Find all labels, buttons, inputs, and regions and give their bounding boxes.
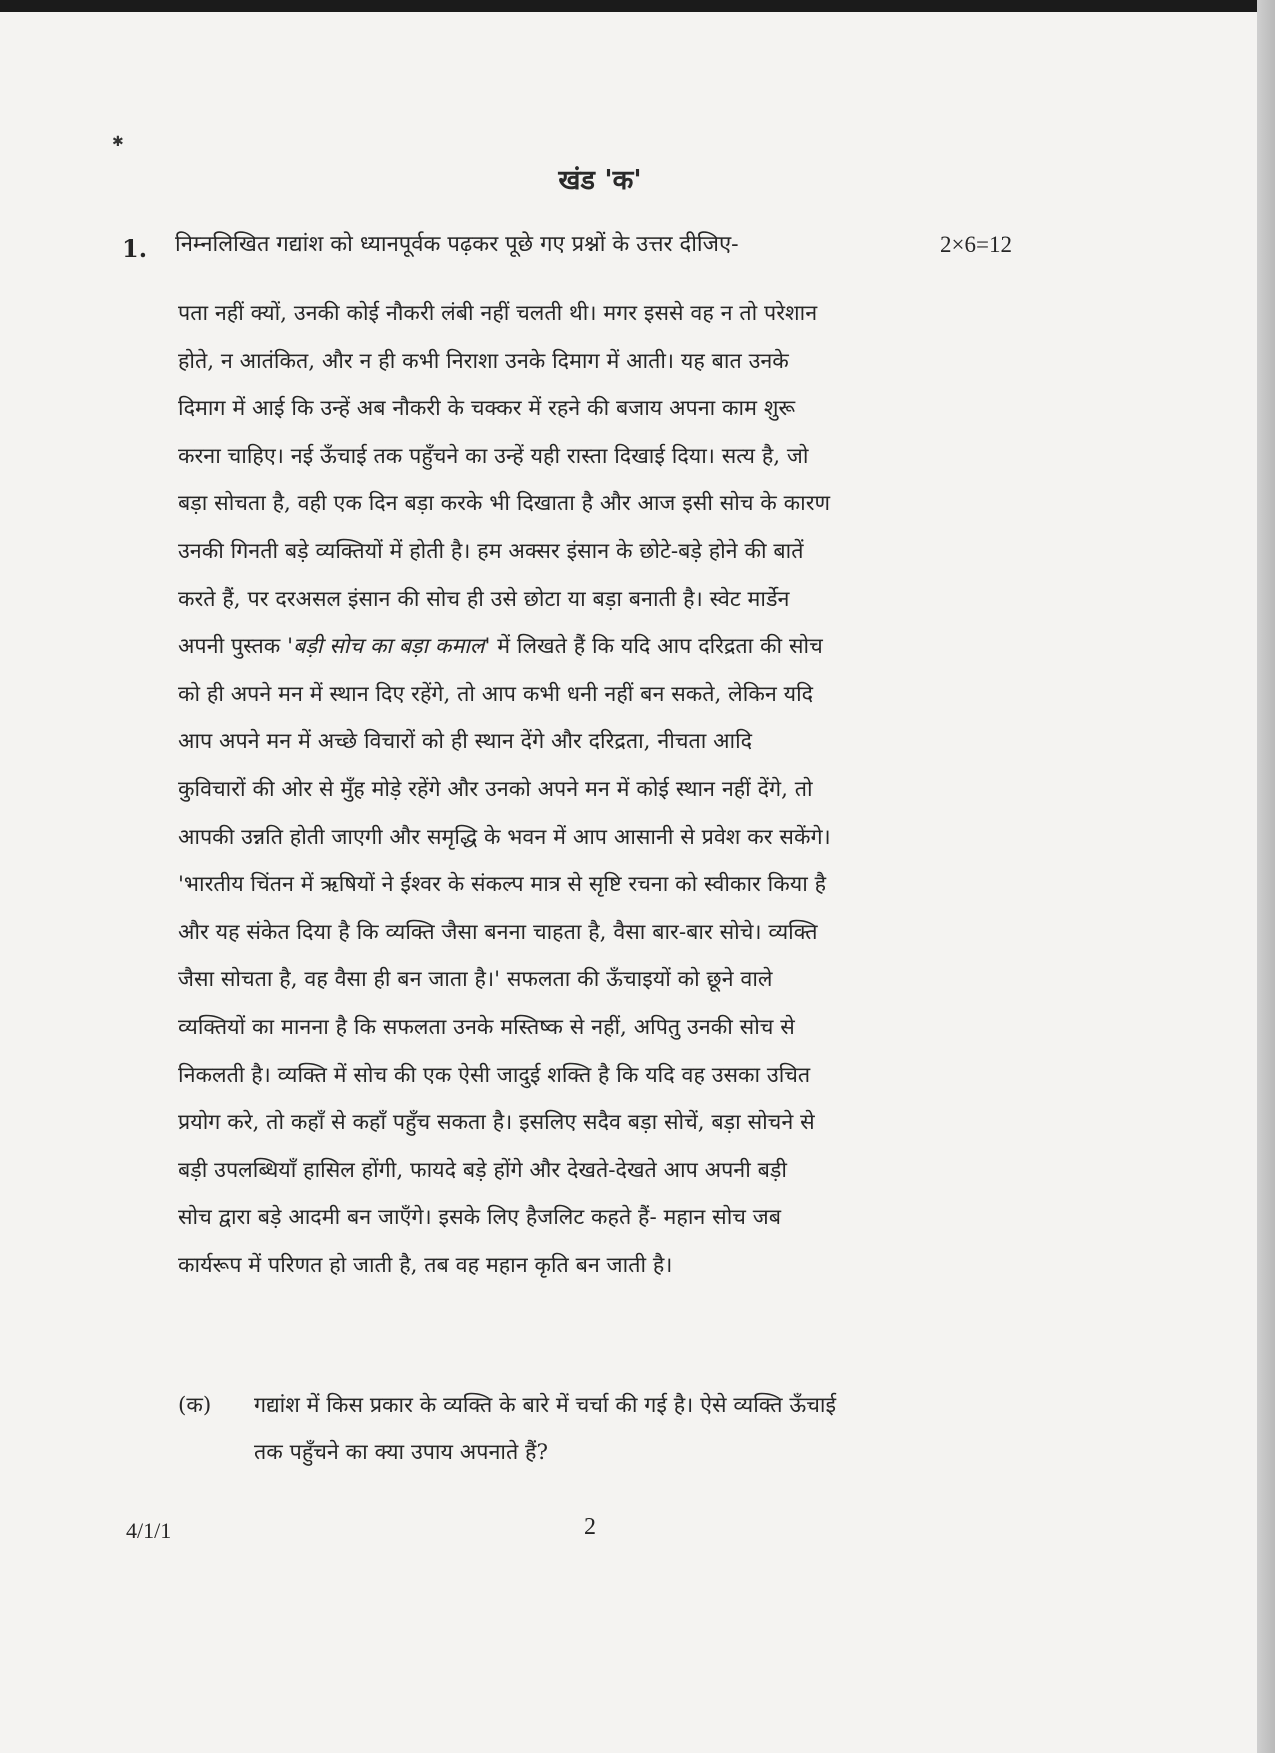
book-line-after: में लिखते हैं कि यदि आप दरिद्रता की सोच xyxy=(490,634,823,660)
passage-line: दिमाग में आई कि उन्हें अब नौकरी के चक्कर में रहने की बजाय अपना काम शुरू xyxy=(178,396,796,422)
question-instruction: निम्नलिखित गद्यांश को ध्यानपूर्वक पढ़कर पूछे गए प्रश्नों के उत्तर दीजिए- xyxy=(175,232,739,257)
paper-code: 4/1/1 xyxy=(126,1518,172,1543)
passage-line: करना चाहिए। नई ऊँचाई तक पहुँचने का उन्हें यही रास्ता दिखाई दिया। सत्य है, जो xyxy=(178,443,809,469)
scan-top-border xyxy=(0,0,1275,12)
sub-question-text xyxy=(254,1382,994,1476)
question-marks: 2×6=12 xyxy=(940,232,1012,257)
passage-line: कार्यरूप में परिणत हो जाती है, तब वह महान कृति बन जाती है। xyxy=(178,1252,673,1278)
sub-question-line: गद्यांश में किस प्रकार के व्यक्ति के बारे में चर्चा की गई है। ऐसे व्यक्ति ऊँचाई xyxy=(254,1393,837,1418)
passage-line: व्यक्तियों का मानना है कि सफलता उनके मस्तिष्क से नहीं, अपितु उनकी सोच से xyxy=(178,1014,795,1040)
passage-line: उनकी गिनती बड़े व्यक्तियों में होती है। हम अक्सर इंसान के छोटे-बड़े होने की बातें xyxy=(178,538,804,564)
book-title: 'बड़ी सोच का बड़ा कमाल' xyxy=(287,634,491,660)
passage-line-book-reference xyxy=(178,623,986,671)
passage-line: पता नहीं क्यों, उनकी कोई नौकरी लंबी नहीं चलती थी। मगर इससे वह न तो परेशान xyxy=(178,301,818,326)
passage-line: प्रयोग करे, तो कहाँ से कहाँ पहुँच सकता है। इसलिए सदैव बड़ा सोचें, बड़ा सोचने से xyxy=(178,1110,815,1136)
sub-question-label: (क) xyxy=(178,1393,212,1418)
passage-line: को ही अपने मन में स्थान दिए रहेंगे, तो आप कभी धनी नहीं बन सकते, लेकिन यदि xyxy=(178,681,814,707)
passage-line: जैसा सोचता है, वह वैसा ही बन जाता है।' सफलता की ऊँचाइयों को छूने वाले xyxy=(178,967,773,993)
passage-line: बड़ी उपलब्धियाँ हासिल होंगी, फायदे बड़े होंगे और देखते-देखते आप अपनी बड़ी xyxy=(178,1157,787,1183)
passage-line: बड़ा सोचता है, वही एक दिन बड़ा करके भी दिखाता है और आज इसी सोच के कारण xyxy=(178,491,831,517)
stray-mark: ✱ xyxy=(112,134,124,150)
page-number: 2 xyxy=(584,1514,596,1540)
passage-line: 'भारतीय चिंतन में ऋषियों ने ईश्वर के संकल्प मात्र से सृष्टि रचना को स्वीकार किया है xyxy=(178,872,827,898)
passage-line: आपकी उन्नति होती जाएगी और समृद्धि के भवन में आप आसानी से प्रवेश कर सकेंगे। xyxy=(178,824,831,850)
passage-line: सोच द्वारा बड़े आदमी बन जाएँगे। इसके लिए हैजलिट कहते हैं- महान सोच जब xyxy=(178,1205,781,1231)
passage-line: निकलती है। व्यक्ति में सोच की एक ऐसी जादुई शक्ति है कि यदि वह उसका उचित xyxy=(178,1062,811,1088)
passage-line: होते, न आतंकित, और न ही कभी निराशा उनके दिमाग में आती। यह बात उनके xyxy=(178,348,789,374)
question-number: 1. xyxy=(122,234,148,263)
passage xyxy=(178,290,986,1289)
book-line-before: अपनी पुस्तक xyxy=(178,634,288,660)
passage-line: कुविचारों की ओर से मुँह मोड़े रहेंगे और उनको अपने मन में कोई स्थान नहीं देंगे, तो xyxy=(178,776,813,802)
passage-line: करते हैं, पर दरअसल इंसान की सोच ही उसे छोटा या बड़ा बनाती है। स्वेट मार्डेन xyxy=(178,586,790,612)
passage-line: आप अपने मन में अच्छे विचारों को ही स्थान देंगे और दरिद्रता, नीचता आदि xyxy=(178,729,753,755)
section-heading: खंड 'क' xyxy=(558,165,642,196)
passage-line: और यह संकेत दिया है कि व्यक्ति जैसा बनना चाहता है, वैसा बार-बार सोचे। व्यक्ति xyxy=(178,919,818,945)
scan-right-edge xyxy=(1257,0,1275,1753)
sub-question-line: तक पहुँचने का क्या उपाय अपनाते हैं? xyxy=(254,1440,548,1465)
